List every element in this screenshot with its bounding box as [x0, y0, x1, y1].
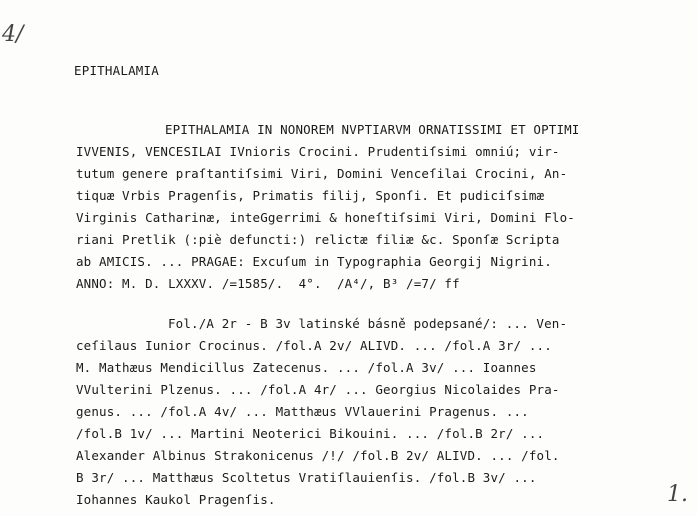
- handwritten-card-number: 1.: [667, 482, 688, 507]
- contents-line: M. Mathæus Mendicillus Zatecenus. ... /fol.A 3v/ ... Ioannes: [76, 360, 537, 375]
- entry-line: IVVENIS, VENCESILAI IVnioris Crocini. Prudentiſsimi omniú; vir-: [76, 144, 560, 159]
- entry-line: ab AMICIS. ... PRAGAE: Excuſum in Typographia Georgij Nigrini.: [76, 254, 552, 269]
- contents-line: Alexander Albinus Strakonicenus /!/ /fol.B 2v/ ALIVD. ... /fol.: [76, 448, 560, 463]
- entry-line: Virginis Catharinæ, inteGgerrimi & honeſtiſsimi Viri, Domini Flo-: [76, 210, 575, 225]
- entry-line: EPITHALAMIA IN NONOREM NVPTIARVM ORNATISSIMI ET OPTIMI: [165, 122, 580, 137]
- contents-line: genus. ... /fol.A 4v/ ... Matthæus VVlauerini Pragenus. ...: [76, 404, 529, 419]
- entry-line: tiquæ Vrbis Pragenſis, Primatis filij, Sponſi. Et pudiciſsimæ: [76, 188, 545, 203]
- contents-line: /fol.B 1v/ ... Martini Neoterici Bikouini. ... /fol.B 2r/ ...: [76, 426, 545, 441]
- handwritten-margin-mark: 4/: [2, 22, 24, 47]
- contents-line: Iohannes Kaukol Pragenſis.: [76, 492, 276, 507]
- contents-line: ceſilaus Iunior Crocinus. /fol.A 2v/ ALIVD. ... /fol.A 3r/ ...: [76, 338, 552, 353]
- imprint-line: ANNO: M. D. LXXXV. /=1585/. 4°. /A⁴/, B³ /=7/ ff: [76, 276, 460, 291]
- contents-line: Fol./A 2r - B 3v latinské básně podepsané/: ... Ven-: [168, 316, 568, 331]
- contents-line: B 3r/ ... Matthæus Scoltetus Vratiſlauienſis. /fol.B 3v/ ...: [76, 470, 537, 485]
- card-heading: EPITHALAMIA: [74, 63, 159, 78]
- entry-line: riani Pretlik (:piè defuncti:) relictæ filiæ &c. Sponſæ Scripta: [76, 232, 560, 247]
- entry-line: tutum genere praſtantiſsimi Viri, Domini Venceſilai Crocini, An-: [76, 166, 568, 181]
- contents-line: VVulterini Plzenus. ... /fol.A 4r/ ... Georgius Nicolaides Pra-: [76, 382, 560, 397]
